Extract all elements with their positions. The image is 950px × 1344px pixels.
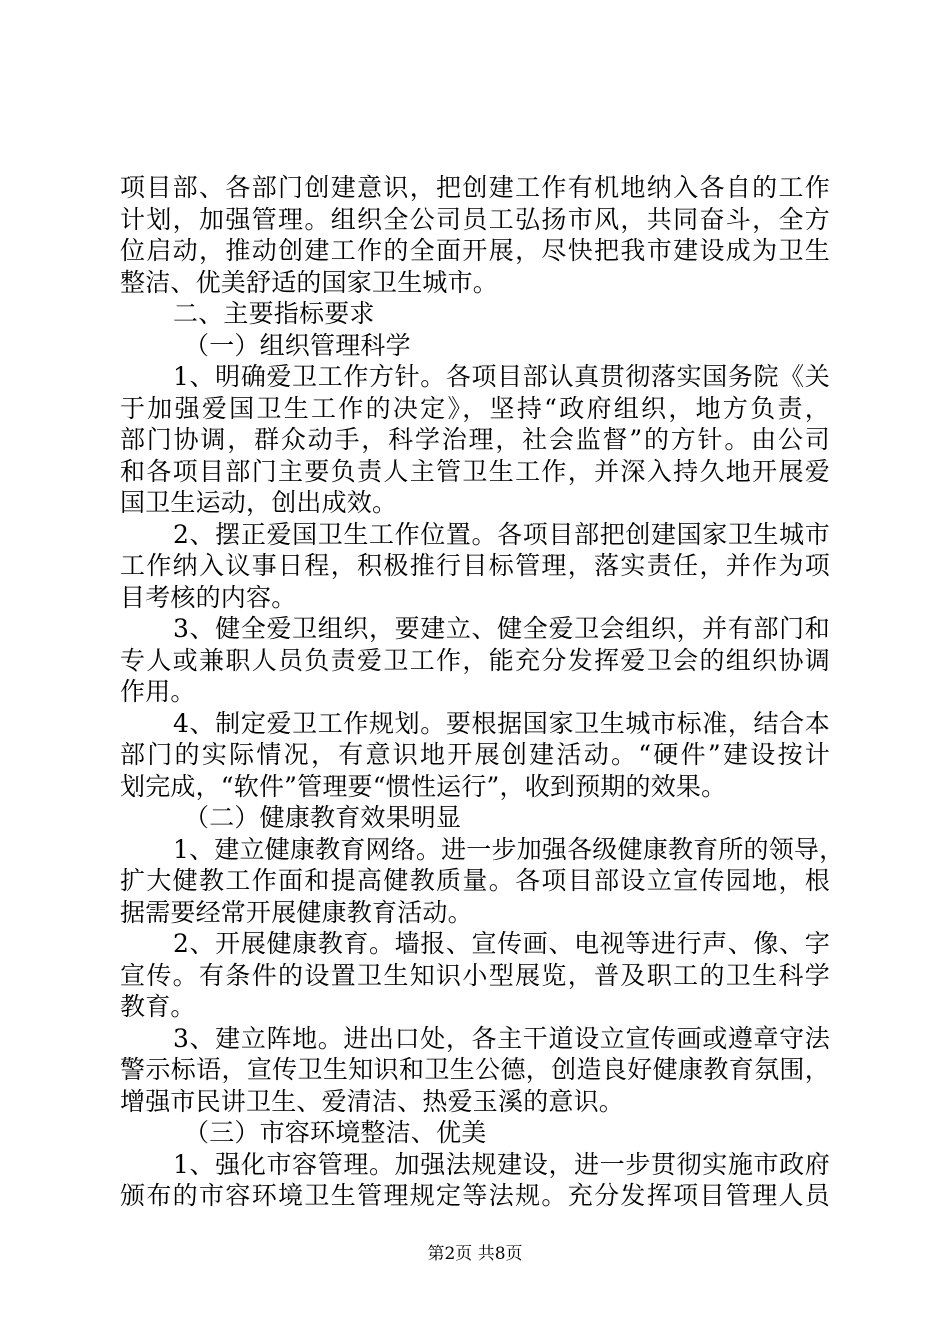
text-line: 计划，加强管理。组织全公司员工弘扬市风，共同奋斗，全方 xyxy=(120,204,830,234)
text-line: 国卫生运动，创出成效。 xyxy=(120,488,398,517)
text-line: 宣传。有条件的设置卫生知识小型展览，普及职工的卫生科学 xyxy=(120,960,830,990)
text-line: 目考核的内容。 xyxy=(120,582,297,612)
text-line: 3、健全爱卫组织，要建立、健全爱卫会组织，并有部门和 xyxy=(173,614,830,643)
document-body xyxy=(120,172,845,1212)
text-line: 1、强化市容管理。加强法规建设，进一步贯彻实施市政府 xyxy=(173,1149,830,1179)
text-line: 和各项目部门主要负责人主管卫生工作，并深入持久地开展爱 xyxy=(120,456,830,486)
text-line: 据需要经常开展健康教育活动。 xyxy=(120,897,473,927)
text-line: 于加强爱国卫生工作的决定》，坚持“政府组织，地方负责， xyxy=(120,393,830,423)
text-line: 整洁、优美舒适的国家卫生城市。 xyxy=(120,267,499,297)
text-line: （一）组织管理科学 xyxy=(184,330,411,360)
text-line: 警示标语，宣传卫生知识和卫生公德，创造良好健康教育氛围， xyxy=(120,1055,830,1084)
text-line: 增强市民讲卫生、爱清洁、热爱玉溪的意识。 xyxy=(120,1086,625,1116)
text-line: 划完成，“软件”管理要“惯性运行”，收到预期的效果。 xyxy=(120,771,727,801)
text-line: 作用。 xyxy=(120,677,196,706)
page-footer: 第2页 共8页 xyxy=(427,1244,523,1264)
text-line: 2、摆正爱国卫生工作位置。各项目部把创建国家卫生城市 xyxy=(173,519,830,549)
text-line: 教育。 xyxy=(120,992,196,1021)
text-line: （二）健康教育效果明显 xyxy=(184,803,462,832)
text-line: 项目部、各部门创建意识，把创建工作有机地纳入各自的工作 xyxy=(120,173,830,202)
text-line: 位启动，推动创建工作的全面开展，尽快把我市建设成为卫生 xyxy=(120,236,830,265)
text-line: 部门的实际情况，有意识地开展创建活动。“硬件”建设按计 xyxy=(120,740,830,769)
text-line: 专人或兼职人员负责爱卫工作，能充分发挥爱卫会的组织协调 xyxy=(120,645,830,675)
text-line: 1、建立健康教育网络。进一步加强各级健康教育所的领导， xyxy=(173,834,845,864)
text-line: 1、明确爱卫工作方针。各项目部认真贯彻落实国务院《关 xyxy=(173,362,830,391)
text-line: 颁布的市容环境卫生管理规定等法规。充分发挥项目管理人员 xyxy=(120,1181,830,1210)
text-line: 扩大健教工作面和提高健教质量。各项目部设立宣传园地，根 xyxy=(120,866,830,895)
text-line: 二、主要指标要求 xyxy=(173,299,375,328)
text-line: 工作纳入议事日程，积极推行目标管理，落实责任，并作为项 xyxy=(120,551,830,580)
text-line: 3、建立阵地。进出口处，各主干道设立宣传画或遵章守法 xyxy=(173,1023,830,1053)
text-line: 4、制定爱卫工作规划。要根据国家卫生城市标准，结合本 xyxy=(173,708,830,738)
text-line: （三）市容环境整洁、优美 xyxy=(184,1118,487,1147)
text-line: 部门协调，群众动手，科学治理，社会监督”的方针。由公司 xyxy=(120,425,830,454)
text-line: 2、开展健康教育。墙报、宣传画、电视等进行声、像、字 xyxy=(173,929,830,958)
